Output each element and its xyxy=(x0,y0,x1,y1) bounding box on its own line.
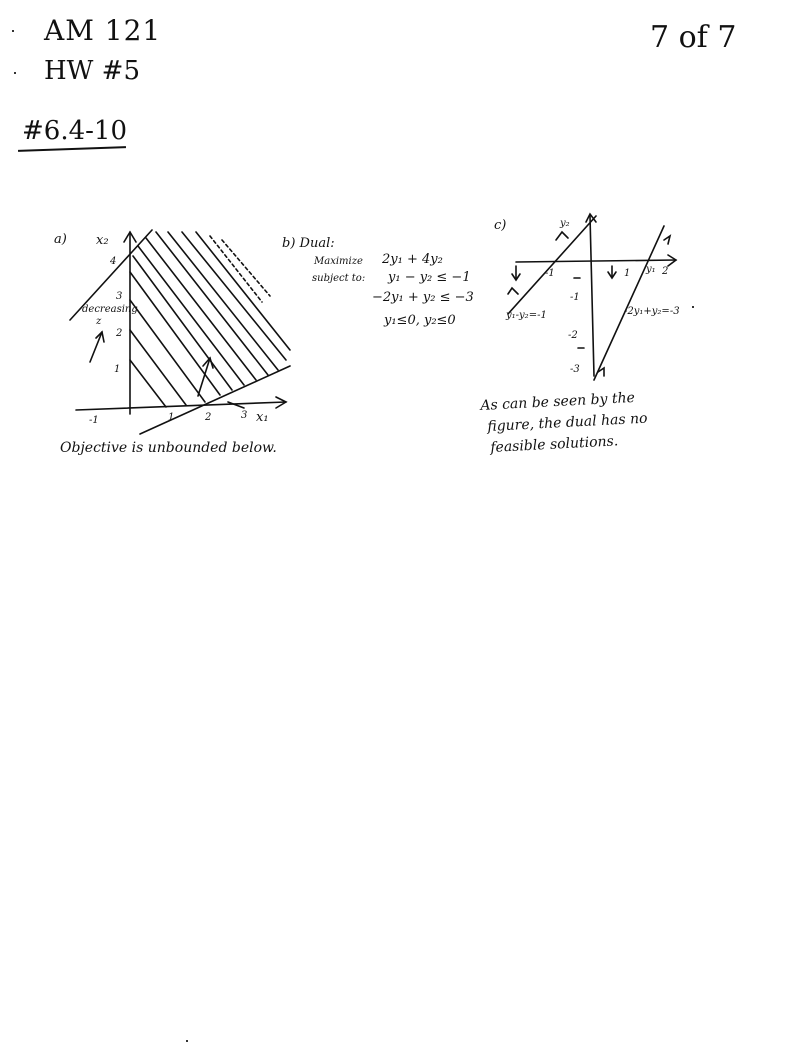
a-x-tick-2: 2 xyxy=(205,412,212,423)
c-y-axis-label: y₂ xyxy=(560,218,570,229)
a-decreasing-label: decreasing xyxy=(82,304,138,315)
b-constraint-1: y₁ − y₂ ≤ −1 xyxy=(388,270,471,285)
c-y-axis xyxy=(590,216,594,376)
scan-speck xyxy=(186,1040,188,1042)
c-line-2 xyxy=(594,226,664,380)
a-x-axis-label: x₁ xyxy=(256,410,269,425)
a-y-tick-3: 3 xyxy=(116,291,123,302)
c-label: c) xyxy=(494,218,507,233)
a-x-axis xyxy=(76,402,286,410)
a-y-tick-2: 2 xyxy=(116,328,123,339)
a-decreasing-arrow xyxy=(90,332,102,362)
c-conclusion-line-1: As can be seen by the xyxy=(480,389,636,414)
a-y-axis-label: x₂ xyxy=(96,233,109,248)
scan-speck xyxy=(12,30,14,32)
c-x-axis xyxy=(516,260,676,262)
c-x-tick-2: 2 xyxy=(662,266,669,277)
a-y-tick-1: 1 xyxy=(114,364,121,375)
c-y-tick-neg3: -3 xyxy=(570,364,580,375)
b-label: b) Dual: xyxy=(282,236,335,251)
b-constraint-2: −2y₁ + y₂ ≤ −3 xyxy=(372,290,474,305)
a-x-tick-3: 3 xyxy=(241,410,248,421)
c-y-tick-neg1: -1 xyxy=(570,292,580,303)
course-title: AM 121 xyxy=(44,14,162,47)
b-subject-to: subject to: xyxy=(312,273,366,284)
part-a-label: a) xyxy=(54,232,67,247)
scan-speck xyxy=(14,72,16,74)
c-x-tick-1: 1 xyxy=(624,268,631,279)
c-conclusion-line-2: figure, the dual has no xyxy=(487,410,648,435)
a-x-tick-neg1: -1 xyxy=(89,415,99,426)
scan-speck xyxy=(692,306,694,308)
a-feasible-hatching xyxy=(130,232,290,407)
c-line-1-label: y₁-y₂=-1 xyxy=(506,310,547,321)
b-maximize: Maximize xyxy=(314,256,363,267)
assignment-title: HW #5 xyxy=(44,56,140,86)
problem-number: #6.4-10 xyxy=(22,116,128,146)
c-y-tick-neg2: -2 xyxy=(568,330,578,341)
c-line-2-label: -2y₁+y₂=-3 xyxy=(624,306,680,317)
a-decreasing-z: z xyxy=(96,316,102,327)
c-conclusion-line-3: feasible solutions. xyxy=(490,433,619,456)
b-objective: 2y₁ + 4y₂ xyxy=(382,252,443,267)
b-constraint-3: y₁≤0, y₂≤0 xyxy=(384,313,456,328)
a-y-tick-4: 4 xyxy=(110,256,117,267)
a-x-tick-1: 1 xyxy=(168,412,175,423)
page-number: 7 of 7 xyxy=(650,20,737,55)
c-line-1 xyxy=(508,216,596,314)
c-x-axis-label: y₁ xyxy=(646,264,656,275)
c-x-tick-neg1: -1 xyxy=(545,268,555,279)
a-caption: Objective is unbounded below. xyxy=(60,440,277,456)
